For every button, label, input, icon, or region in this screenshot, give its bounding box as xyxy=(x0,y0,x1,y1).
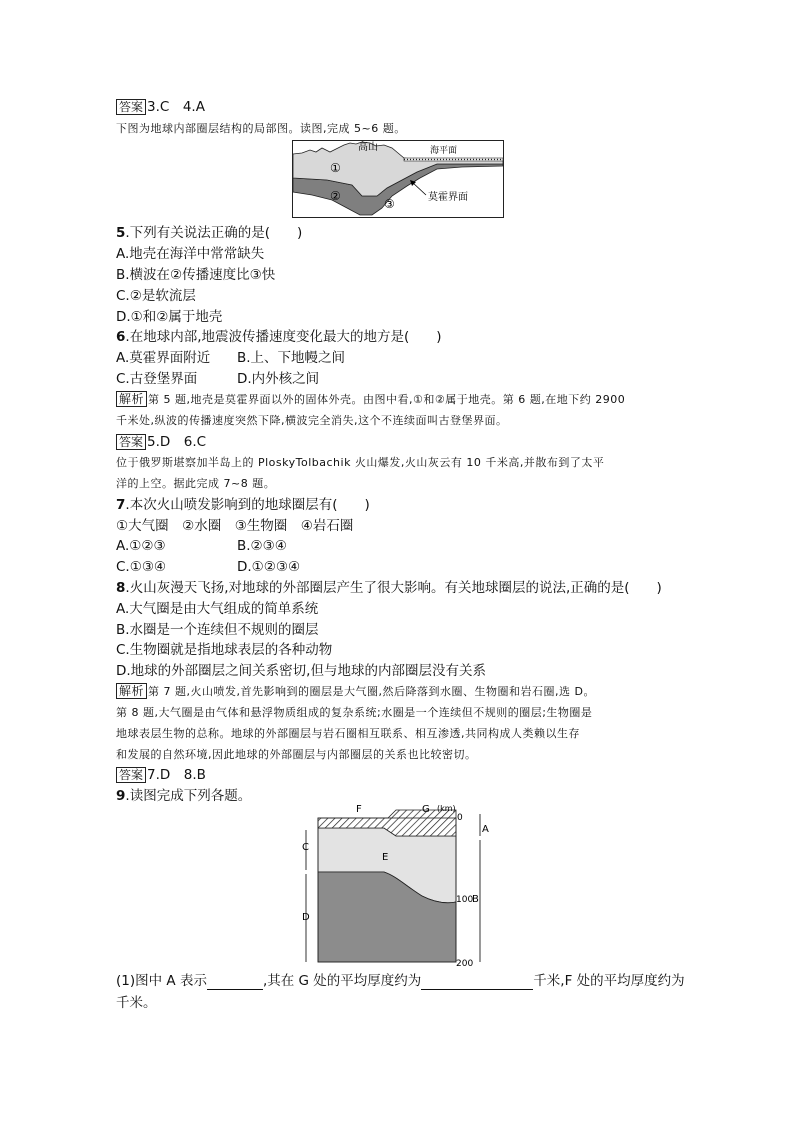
q5-option-b: B.横波在②传播速度比③快 xyxy=(116,267,276,283)
tick-200: 200 xyxy=(456,959,474,968)
label-unit-km: (km) xyxy=(437,804,456,813)
q6-option-d: D.内外核之间 xyxy=(237,371,320,387)
answer-tag: 答案 xyxy=(116,434,146,450)
label-circle-1: ① xyxy=(330,161,341,175)
explanation-tag: 解析 xyxy=(116,391,147,407)
q7-sub-items: ①大气圈 ②水圈 ③生物圈 ④岩石圈 xyxy=(116,518,354,534)
explanation-5-6-line2: 千米处,纵波的传播速度突然下降,横波完全消失,这个不连续面叫古登堡界面。 xyxy=(116,414,508,427)
answer-tag: 答案 xyxy=(116,767,146,783)
sea-water xyxy=(404,158,503,161)
label-g: G xyxy=(422,804,430,815)
q7-option-b: B.②③④ xyxy=(237,538,287,554)
label-d: D xyxy=(302,912,310,923)
q6-option-b: B.上、下地幔之间 xyxy=(237,350,346,366)
label-circle-3: ③ xyxy=(384,197,395,211)
q5-option-a: A.地壳在海洋中常常缺失 xyxy=(116,246,265,262)
explanation-7-8-line3: 地球表层生物的总称。地球的外部圈层与岩石圈相互联系、相互渗透,共同构成人类赖以生存 xyxy=(116,727,580,740)
answer-text: 3.C 4.A xyxy=(147,99,205,115)
question-7: 7.本次火山喷发影响到的地球圈层有( ) xyxy=(116,497,370,513)
question-9: 9.读图完成下列各题。 xyxy=(116,788,252,804)
answer-7-8: 答案 7.D 8.B xyxy=(116,766,206,784)
q5-option-c: C.②是软流层 xyxy=(116,288,196,304)
label-f: F xyxy=(356,804,362,815)
explanation-7-8-line1: 解析 第 7 题,火山喷发,首先影响到的圈层是大气圈,然后降落到水圈、生物圈和岩石圈,选 D。 xyxy=(116,683,595,701)
question-9-1: (1)图中 A 表示 ,其在 G 处的平均厚度约为 千米,F 处的平均厚度约为 xyxy=(116,973,685,989)
q5-option-d: D.①和②属于地壳 xyxy=(116,309,223,325)
crust-section-figure xyxy=(292,140,504,218)
q8-option-c: C.生物圈就是指地球表层的各种动物 xyxy=(116,642,333,658)
label-mountain: 高山 xyxy=(358,142,378,153)
q6-option-c: C.古登堡界面 xyxy=(116,371,198,387)
label-a: A xyxy=(482,824,489,835)
blank-1[interactable] xyxy=(207,976,263,990)
explanation-7-8-line4: 和发展的自然环境,因此地球的外部圈层与内部圈层的关系也比较密切。 xyxy=(116,748,477,761)
intro-7-8-line1: 位于俄罗斯堪察加半岛上的 PloskyTolbachik 火山爆发,火山灰云有 10 千米高,并散布到了太平 xyxy=(116,456,605,469)
blank-2[interactable] xyxy=(421,976,533,990)
label-b: B xyxy=(472,894,479,905)
question-5: 5.下列有关说法正确的是( ) xyxy=(116,225,303,241)
label-circle-2: ② xyxy=(330,189,341,203)
intro-5-6: 下图为地球内部圈层结构的局部图。读图,完成 5~6 题。 xyxy=(116,122,406,135)
label-moho: 莫霍界面 xyxy=(428,192,468,203)
q7-option-c: C.①③④ xyxy=(116,559,167,575)
q8-option-d: D.地球的外部圈层之间关系密切,但与地球的内部圈层没有关系 xyxy=(116,663,486,679)
q7-option-a: A.①②③ xyxy=(116,538,166,554)
label-c: C xyxy=(302,842,309,853)
answer-3-4 xyxy=(116,98,205,116)
label-sea-level: 海平面 xyxy=(430,146,458,156)
answer-5-6: 答案 5.D 6.C xyxy=(116,433,206,451)
crust-thickness-figure xyxy=(296,800,496,968)
question-8: 8.火山灰漫天飞扬,对地球的外部圈层产生了很大影响。有关地球圈层的说法,正确的是( ) xyxy=(116,580,662,596)
label-e: E xyxy=(382,852,389,863)
intro-7-8-line2: 洋的上空。据此完成 7~8 题。 xyxy=(116,477,276,490)
explanation-7-8-line2: 第 8 题,大气圈是由气体和悬浮物质组成的复杂系统;水圈是一个连续但不规则的圈层;生物圈是 xyxy=(116,706,593,719)
q6-option-a: A.莫霍界面附近 xyxy=(116,350,211,366)
q8-option-b: B.水圈是一个连续但不规则的圈层 xyxy=(116,622,319,638)
explanation-tag: 解析 xyxy=(116,683,147,699)
q8-option-a: A.大气圈是由大气组成的简单系统 xyxy=(116,601,319,617)
explanation-5-6-line1: 解析 第 5 题,地壳是莫霍界面以外的固体外壳。由图中看,①和②属于地壳。第 6 题,在地下约 2900 xyxy=(116,391,625,409)
answer-tag: 答案 xyxy=(116,99,146,115)
tick-0: 0 xyxy=(457,813,463,823)
question-6: 6.在地球内部,地震波传播速度变化最大的地方是( ) xyxy=(116,329,442,345)
tick-100: 100 xyxy=(456,895,474,905)
question-9-1-cont: 千米。 xyxy=(116,995,157,1011)
q7-option-d: D.①②③④ xyxy=(237,559,301,575)
